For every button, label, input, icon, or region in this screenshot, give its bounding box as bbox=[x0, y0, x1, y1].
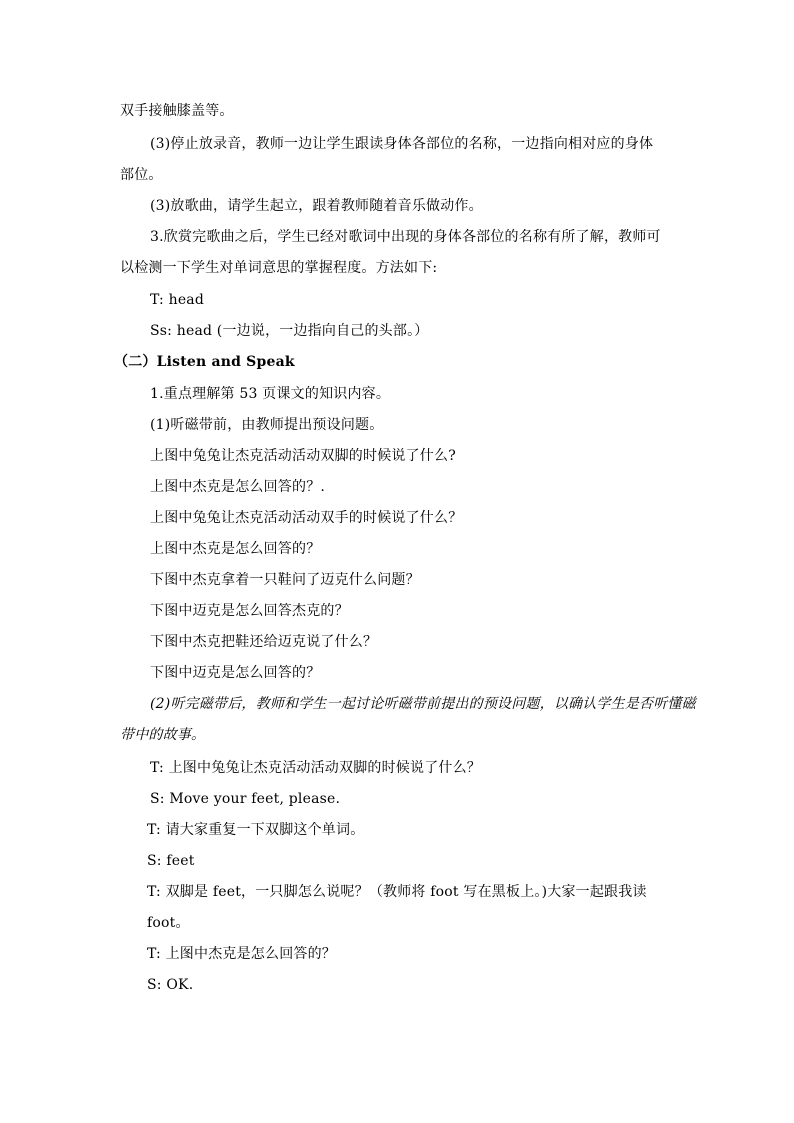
text-line: 上图中兔兔让杰克活动活动双脚的时候说了什么? bbox=[150, 448, 456, 464]
text-line: foot。 bbox=[147, 915, 190, 931]
text-line: 下图中迈克是怎么回答的？ bbox=[150, 665, 321, 681]
text-line: (2)听完磁带后，教师和学生一起讨论听磁带前提出的预设问题，以确认学生是否听懂磁 bbox=[150, 696, 696, 712]
text-line: 上图中杰克是怎么回答的？. bbox=[150, 479, 326, 495]
text-line: S: Move your feet, please. bbox=[150, 791, 341, 807]
text-line: 上图中兔兔让杰克活动活动双手的时候说了什么？ bbox=[150, 510, 463, 526]
text-line: 下图中杰克把鞋还给迈克说了什么？ bbox=[150, 634, 378, 650]
text-line: 3.欣赏完歌曲之后，学生已经对歌词中出现的身体各部位的名称有所了解，教师可 bbox=[150, 229, 661, 245]
text-line: 以检测一下学生对单词意思的掌握程度。方法如下: bbox=[120, 260, 438, 276]
text-line: T: head bbox=[150, 292, 205, 308]
text-line: T: 双脚是 feet，一只脚怎么说呢？（教师将 foot 写在黑板上。)大家一起跟我读 bbox=[147, 884, 647, 900]
text-line: S: OK. bbox=[147, 977, 194, 993]
text-line: T: 上图中杰克是怎么回答的？ bbox=[147, 946, 337, 962]
text-line: S: feet bbox=[147, 853, 195, 869]
text-line: T: 上图中兔兔让杰克活动活动双脚的时候说了什么？ bbox=[150, 760, 482, 776]
text-line: 部位。 bbox=[120, 167, 163, 183]
text-line: (1)听磁带前，由教师提出预设问题。 bbox=[150, 417, 384, 433]
text-line: 上图中杰克是怎么回答的？ bbox=[150, 541, 321, 557]
section-heading: （二）Listen and Speak bbox=[114, 354, 295, 370]
text-line: 下图中杰克拿着一只鞋问了迈克什么问题？ bbox=[150, 572, 420, 588]
text-line: 下图中迈克是怎么回答杰克的？ bbox=[150, 603, 349, 619]
text-line: 带中的故事。 bbox=[120, 727, 206, 743]
text-line: 双手接触膝盖等。 bbox=[120, 103, 234, 119]
text-line: T: 请大家重复一下双脚这个单词。 bbox=[147, 822, 365, 838]
text-line: (3)放歌曲，请学生起立，跟着教师随着音乐做动作。 bbox=[150, 198, 483, 214]
text-line: Ss: head (一边说，一边指向自己的头部。） bbox=[150, 323, 429, 339]
text-line: 1.重点理解第 53 页课文的知识内容。 bbox=[150, 386, 391, 402]
text-line: (3)停止放录音，教师一边让学生跟读身体各部位的名称，一边指向相对应的身体 bbox=[150, 136, 654, 152]
